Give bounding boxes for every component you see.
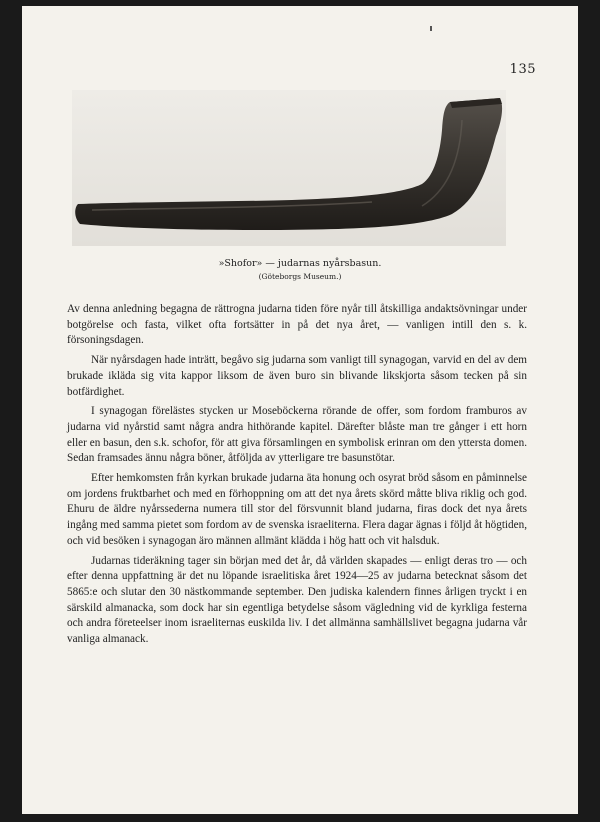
page-number: 135 [509, 62, 536, 77]
print-speck [430, 26, 432, 31]
shofar-photo [72, 90, 506, 246]
paragraph: När nyårsdagen hade inträtt, begåvo sig judarna som vanligt till synagogan, varvid en del av dem brukade ikläda sig vita kappor liksom de även buro sin blivande likskjorta såsom tecken på sin botfärdighet. [67, 354, 527, 398]
paragraph: Av denna anledning begagna de rättrogna judarna tiden före nyår till åtskilliga andaktsövningar under botgörelse och fasta, vilket ofta fortsätter in på det nya året, — vanligen intill den s. k. försoningsdagen. [67, 303, 527, 347]
paragraph: Judarnas tideräkning tager sin början med det år, då världen skapades — enligt deras tro — och efter denna uppfattning är det nu löpande israelitiska året 1924—25 av judarna betecknat såsom det 5865:e och slutar den 30 nästkommande september. Den judiska kalendern finnes årligen tryckt i en särskild almanacka, som dock har sin egentliga betydelse såsom vägledning vid de kyrkliga festerna och andra företeelser inom israeliternas euskilda liv. I det allmänna samhällslivet begagna judarna vår vanliga almanack. [67, 554, 527, 646]
body-text [67, 302, 527, 652]
shofar-horn-drawing [72, 90, 506, 246]
book-page [22, 6, 578, 814]
paragraph: I synagogan förelästes stycken ur Moseböckerna rörande de offer, som fordom framburos av judarna vid nyårstid samt några andra hithörande kapitel. Därefter blåste man tre gånger i ett horn eller en basun, den s.k. schofor, för att giva församlingen en symbolisk erinran om den yttersta domen. Sedan framsades ännu några böner, åtföljda av ytterligare tre basunstötar. [67, 405, 527, 465]
figure-source: (Göteborgs Museum.) [258, 272, 342, 281]
paragraph: Efter hemkomsten från kyrkan brukade judarna äta honung och osyrat bröd såsom en påminnelse om jordens fruktbarhet och med en förhoppning om att det nya årets skörd måtte bliva riklig och god. Ehuru de äldre nyårssederna numera till stor del försvunnit bland judarna, firas dock det nya årets ingång med samma pietet som fordom av de svenska israeliterna. Flera dagar ägnas i följd åt högtiden, och vid besöken i synagogan äro männen allmänt klädda i hög hatt och vit halsduk. [67, 472, 527, 547]
figure-caption: »Shofor» — judarnas nyårsbasun. [218, 258, 382, 269]
